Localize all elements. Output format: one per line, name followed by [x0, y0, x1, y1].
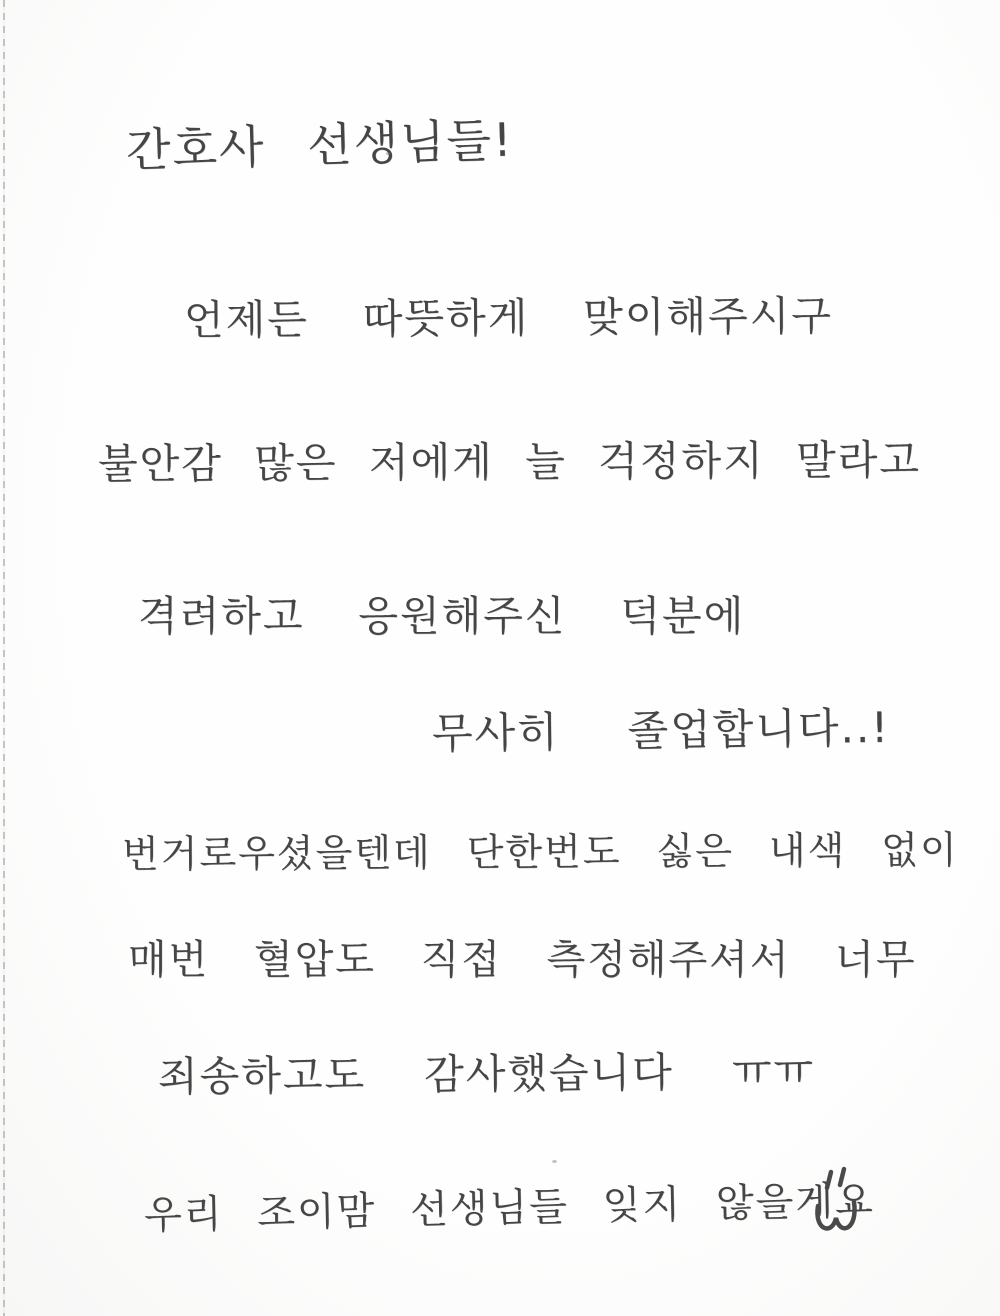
letter-line-4: 격려하고 응원해주신 덕분에	[138, 592, 746, 640]
letter-line-8: 죄송하고도 감사했습니다 ㅠㅠ	[157, 1047, 816, 1101]
letter-line-closing: 우리 조이맘 선생님들 잊지 않을게요	[143, 1178, 876, 1239]
letter-line-6: 번거로우셨을텐데 단한번도 싫은 내색 없이	[121, 827, 959, 877]
scan-speck	[386, 152, 390, 155]
scan-speck	[552, 1160, 557, 1163]
smiley-face-icon	[804, 1164, 870, 1252]
scan-edge-artifact	[3, 0, 5, 1316]
letter-line-2: 언제든 따뜻하게 맞이해주시구	[183, 291, 833, 345]
letter-line-5: 무사히 졸업합니다..!	[431, 702, 891, 759]
letter-line-greeting: 간호사 선생님들!	[125, 112, 515, 178]
letter-line-3: 불안감 많은 저에게 늘 걱정하지 말라고	[97, 435, 921, 489]
letter-line-7: 매번 혈압도 직접 측정해주셔서 너무	[128, 937, 917, 983]
